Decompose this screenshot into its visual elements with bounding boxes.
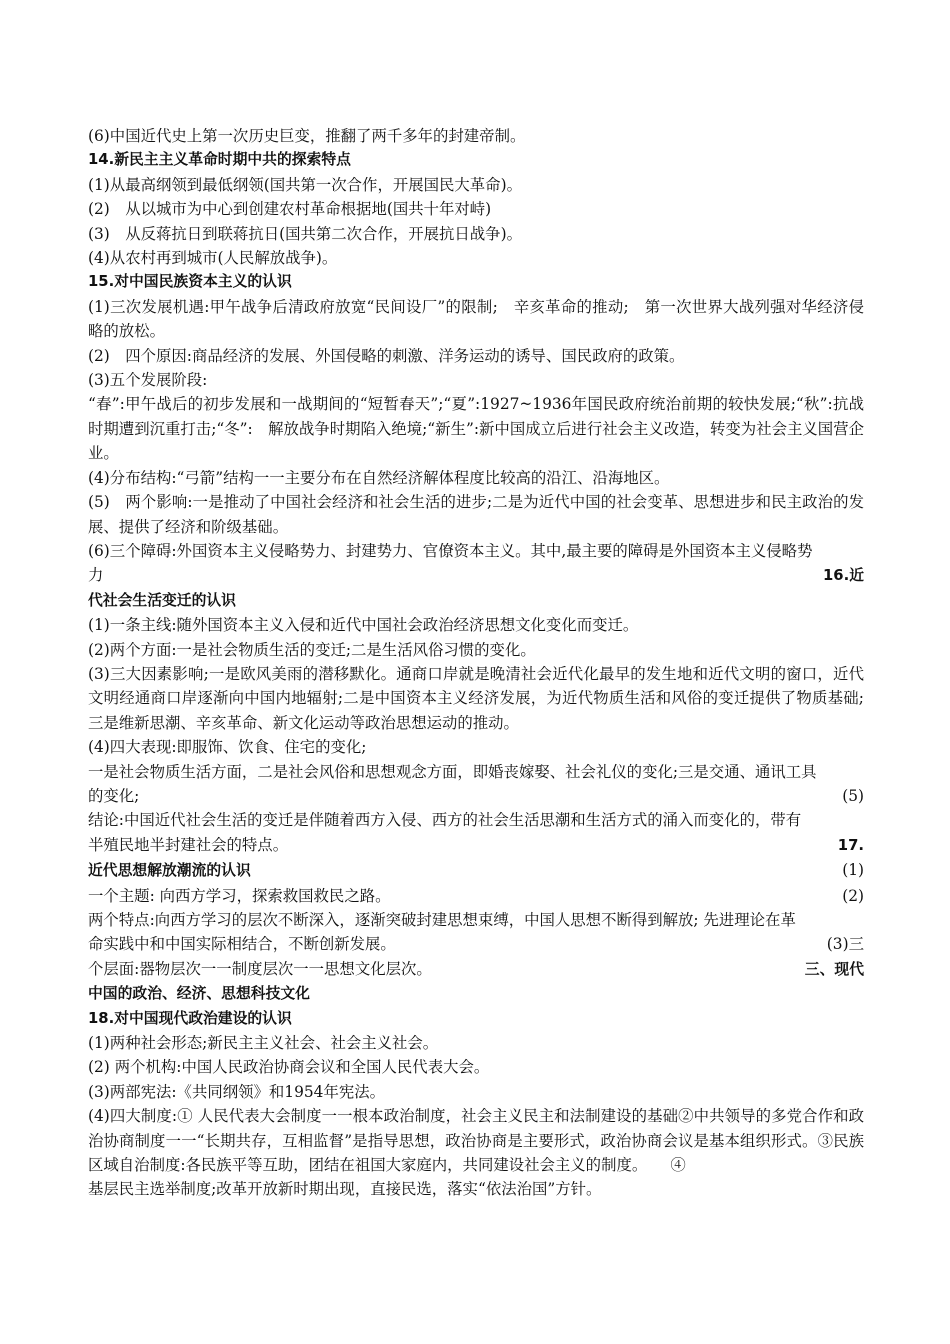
paragraph: “春”:甲午战后的初步发展和一战期间的“短暂春天”;“夏”:1927~1936年国民政府统治前期的较快发展;“秋”:抗战时期遭到沉重打击;“冬”: 解放战争时期陷入绝境;“新生”:新中国成立后进行社会主义改造，转变为社会主义国营企业。 <box>88 395 864 463</box>
text-line: 两个特点:向西方学习的层次不断深入，逐渐突破封建思想束缚，中国人思想不断得到解放; 先进理论在革 <box>88 911 796 929</box>
text-fragment: (2) <box>842 886 864 905</box>
text-fragment: 命实践中和中国实际相结合，不断创新发展。 <box>88 935 396 954</box>
text-line: (1)从最高纲领到最低纲领(国共第一次合作，开展国民大革命)。 <box>88 175 522 194</box>
text-line: 结论:中国近代社会生活的变迁是伴随着西方入侵、西方的社会生活思潮和生活方式的涌入而变化的，带有 <box>88 811 802 830</box>
text-row <box>88 932 864 956</box>
text-fragment: 的变化; <box>88 786 140 805</box>
section-heading-17: 近代思想解放潮流的认识 <box>88 862 251 880</box>
section-heading-16-start: 16.近 <box>822 567 864 585</box>
text-fragment: 半殖民地半封建社会的特点。 <box>88 835 289 854</box>
section-heading-16: 代社会生活变迁的认识 <box>88 591 236 609</box>
text-row <box>88 957 864 982</box>
text-line: (2) 四个原因:商品经济的发展、外国侵略的刺激、洋务运动的诱导、国民政府的政策。 <box>88 346 685 365</box>
text-row <box>88 833 864 858</box>
text-line: (4)四大表现:即服饰、饮食、住宅的变化; <box>88 738 367 757</box>
text-line: (6)三个障碍:外国资本主义侵略势力、封建势力、官僚资本主义。其中,最主要的障碍是外国资本主义侵略势 <box>88 541 813 560</box>
text-line: (2) 两个机构:中国人民政治协商会议和全国人民代表大会。 <box>88 1058 490 1077</box>
text-line: (2)两个方面:一是社会物质生活的变迁;二是生活风俗习惯的变化。 <box>88 640 536 659</box>
paragraph: (5) 两个影响:一是推动了中国社会经济和社会生活的进步;二是为近代中国的社会变革、思想进步和民主政治的发展、提供了经济和阶级基础。 <box>88 493 864 536</box>
text-line: (1)两种社会形态;新民主主义社会、社会主义社会。 <box>88 1034 439 1053</box>
text-fragment: (3)三 <box>826 935 864 954</box>
text-line: (3) 从反蒋抗日到联蒋抗日(国共第二次合作，开展抗日战争)。 <box>88 224 522 243</box>
text-fragment: (5) <box>842 786 864 805</box>
text-row <box>88 784 864 808</box>
text-line: (4)从农村再到城市(人民解放战争)。 <box>88 249 338 268</box>
text-fragment: 个层面:器物层次一一制度层次一一思想文化层次。 <box>88 959 432 978</box>
text-row <box>88 858 864 883</box>
text-line: (3)两部宪法:《共同纲领》和1954年宪法。 <box>88 1082 386 1101</box>
text-line: (6)中国近代史上第一次历史巨变，推翻了两千多年的封建帝制。 <box>88 127 526 145</box>
text-row <box>88 563 864 588</box>
part-heading-three: 中国的政治、经济、思想科技文化 <box>88 985 310 1003</box>
text-line: (2) 从以城市为中心到创建农村革命根据地(国共十年对峙) <box>88 200 492 219</box>
section-heading-17-start: 17. <box>837 836 864 854</box>
text-line: (1)一条主线:随外国资本主义入侵和近代中国社会政治经济思想文化变化而变迁。 <box>88 616 639 635</box>
part-heading-three-start: 三、现代 <box>804 960 864 978</box>
text-line: 一是社会物质生活方面，二是社会风俗和思想观念方面，即婚丧嫁娶、社会礼仪的变化;三是交通、通讯工具 <box>88 762 817 781</box>
text-line: (3)五个发展阶段: <box>88 371 208 390</box>
section-heading-15: 15.对中国民族资本主义的认识 <box>88 273 292 291</box>
text-fragment: 一个主题: 向西方学习，探索救国救民之路。 <box>88 886 391 905</box>
text-line: 基层民主选举制度;改革开放新时期出现，直接民选，落实“依法治国”方针。 <box>88 1180 602 1199</box>
section-heading-14: 14.新民主主义革命时期中共的探索特点 <box>88 151 351 169</box>
section-heading-18: 18.对中国现代政治建设的认识 <box>88 1009 292 1027</box>
text-line: (4)分布结构:“弓箭”结构一一主要分布在自然经济解体程度比较高的沿江、沿海地区。 <box>88 468 670 487</box>
document-page <box>88 124 864 1202</box>
paragraph: (1)三次发展机遇:甲午战争后清政府放宽“民间设厂”的限制; 辛亥革命的推动; 第一次世界大战列强对华经济侵略的放松。 <box>88 297 864 341</box>
text-fragment: (1) <box>842 861 864 880</box>
paragraph: (4)四大制度:① 人民代表大会制度一一根本政治制度，社会主义民主和法制建设的基础②中共领导的多党合作和政治协商制度一一“长期共存，互相监督”是指导思想，政治协商是主要形式，政治协商会议是基本组织形式。③民族区域自治制度:各民族平等互助，团结在祖国大家庭内，共同建设社会主义的制度。 ④ <box>88 1107 864 1175</box>
text-row <box>88 884 864 908</box>
paragraph: (3)三大因素影响;一是欧风美雨的潜移默化。通商口岸就是晚清社会近代化最早的发生地和近代文明的窗口，近代文明经通商口岸逐渐向中国内地辐射;二是中国资本主义经济发展，为近代物质生活和风俗的变迁提供了物质基础;三是维新思潮、辛亥革命、新文化运动等政治思想运动的推动。 <box>88 664 864 732</box>
text-fragment: 力 <box>88 566 104 585</box>
